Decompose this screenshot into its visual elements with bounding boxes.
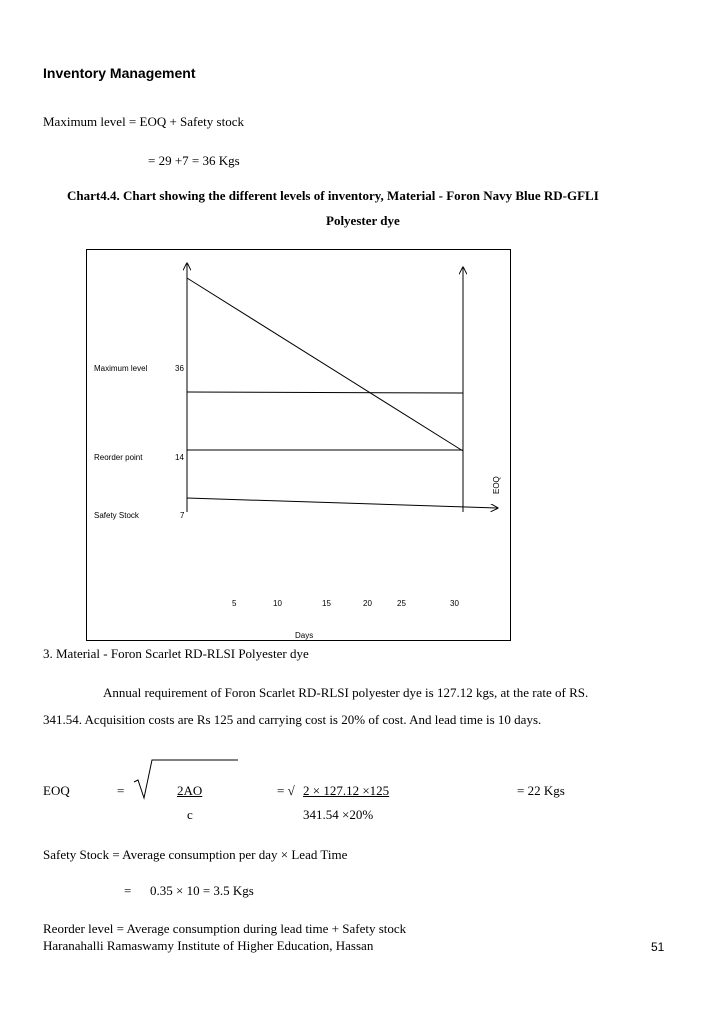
x-tick-10: 10 (273, 599, 282, 608)
x-tick-20: 20 (363, 599, 372, 608)
reorder-level-formula: Reorder level = Average consumption during lead time + Safety stock (43, 921, 407, 936)
x-tick-5: 5 (232, 599, 237, 608)
eoq-label: EOQ (43, 783, 70, 798)
x-tick-30: 30 (450, 599, 459, 608)
section-paragraph-line1: Annual requirement of Foron Scarlet RD-RLSI polyester dye is 127.12 kgs, at the rate of RS. (103, 685, 589, 700)
safety-stock-formula: Safety Stock = Average consumption per day × Lead Time (43, 847, 348, 862)
safety-stock-calculation: 0.35 × 10 = 3.5 Kgs (150, 883, 254, 898)
eoq-denominator-values: 341.54 ×20% (303, 807, 374, 822)
level-label-safety: Safety Stock (94, 511, 139, 520)
eoq-equals: = (117, 783, 125, 798)
eoq-result: = 22 Kgs (517, 783, 565, 798)
safety-stock-equals: = (124, 883, 132, 898)
chart-subtitle: Polyester dye (326, 213, 400, 228)
page-number: 51 (651, 940, 665, 954)
chart-title: Chart4.4. Chart showing the different levels of inventory, Material - Foron Navy Blue RD-GFLI (67, 188, 599, 203)
level-value-maximum: 36 (175, 364, 184, 373)
level-value-safety: 7 (180, 511, 185, 520)
page-header: Inventory Management (43, 65, 196, 81)
max-level-formula: Maximum level = EOQ + Safety stock (43, 114, 244, 129)
y-axis-label: EOQ (492, 476, 501, 494)
x-tick-25: 25 (397, 599, 406, 608)
inventory-chart (86, 249, 511, 641)
chart-svg (87, 250, 512, 642)
footer-institution: Haranahalli Ramaswamy Institute of Higher Education, Hassan (43, 938, 374, 953)
consumption-line (187, 278, 463, 451)
x-tick-15: 15 (322, 599, 331, 608)
section-heading: 3. Material - Foron Scarlet RD-RLSI Polyester dye (43, 646, 309, 661)
maximum-level-line (187, 392, 463, 393)
level-label-maximum: Maximum level (94, 364, 148, 373)
level-value-reorder: 14 (175, 453, 184, 462)
max-level-calculation: = 29 +7 = 36 Kgs (148, 153, 240, 168)
section-paragraph-line2: 341.54. Acquisition costs are Rs 125 and carrying cost is 20% of cost. And lead time is 10 days. (43, 712, 542, 727)
eoq-numerator-symbolic: 2AO (177, 783, 203, 798)
safety-stock-line (187, 498, 497, 508)
eoq-numerator-values: 2 × 127.12 ×125 (303, 783, 390, 798)
eoq-denominator-symbolic: c (187, 807, 193, 822)
x-axis-label: Days (295, 631, 314, 640)
eoq-equals-root: = √ (277, 783, 295, 798)
level-label-reorder: Reorder point (94, 453, 143, 462)
